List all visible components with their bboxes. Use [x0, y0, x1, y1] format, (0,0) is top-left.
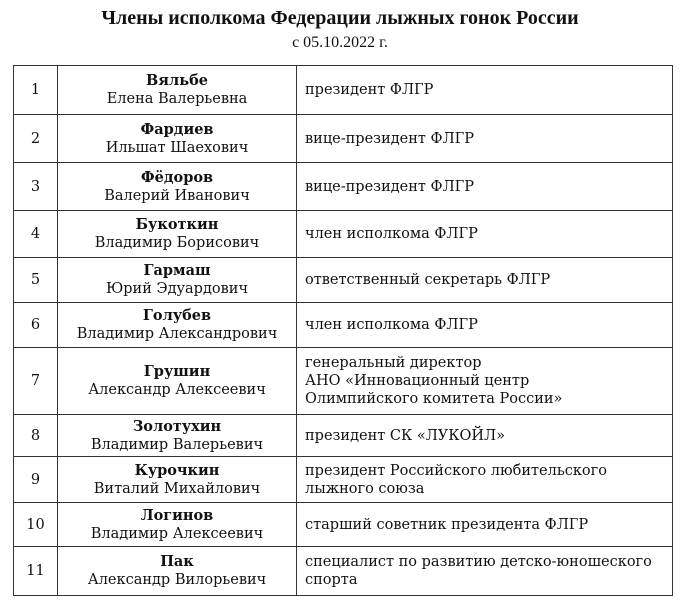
table-row [14, 348, 673, 415]
member-surname: Вяльбе [146, 72, 208, 89]
member-surname: Пак [160, 553, 194, 570]
member-number: 7 [14, 348, 58, 415]
member-given-name: Юрий Эдуардович [105, 281, 249, 297]
member-surname: Курочкин [134, 461, 220, 479]
member-number: 9 [14, 457, 58, 503]
member-surname: Гармаш [143, 262, 211, 279]
member-name-cell [58, 258, 297, 303]
member-role-cell [297, 303, 673, 348]
member-name-cell [58, 547, 297, 596]
member-role-line: член исполкома ФЛГР [305, 317, 478, 333]
member-role-cell [297, 503, 673, 547]
member-number: 10 [14, 503, 58, 547]
member-given-name: Ильшат Шаехович [105, 139, 249, 156]
members-table-body [14, 66, 673, 596]
member-name-cell [58, 457, 297, 503]
member-role-line: вице-президент ФЛГР [305, 178, 475, 195]
member-number: 2 [14, 115, 58, 163]
member-given-name: Александр Вилорьевич [87, 572, 267, 588]
member-name-cell [58, 303, 297, 348]
member-name-cell [58, 66, 297, 115]
member-surname: Букоткин [135, 216, 219, 233]
member-given-name: Виталий Михайлович [93, 480, 261, 497]
member-role-line: член исполкома ФЛГР [305, 226, 478, 242]
member-number: 11 [14, 547, 58, 596]
member-role-line: вице-президент ФЛГР [305, 130, 475, 147]
member-role-line: президент ФЛГР [305, 82, 434, 98]
member-surname: Логинов [140, 506, 214, 524]
member-name-cell [58, 115, 297, 163]
member-role-line: специалист по развитию детско-юношеского [305, 554, 652, 570]
member-name-cell [58, 163, 297, 211]
table-row [14, 547, 673, 596]
member-number: 3 [14, 163, 58, 211]
member-surname: Фардиев [140, 120, 214, 138]
table-row [14, 258, 673, 303]
member-role-cell [297, 258, 673, 303]
table-row [14, 303, 673, 348]
member-role-line: президент СК «ЛУКОЙЛ» [305, 427, 506, 444]
member-surname: Золотухин [132, 417, 222, 435]
table-row [14, 457, 673, 503]
member-role-line: генеральный директор [305, 355, 482, 371]
page-subtitle-date: с 05.10.2022 г. [292, 34, 388, 51]
member-role-cell [297, 457, 673, 503]
member-given-name: Александр Алексеевич [88, 382, 266, 398]
table-row [14, 503, 673, 547]
member-surname: Грушин [143, 363, 211, 380]
member-role-cell [297, 66, 673, 115]
member-role-cell [297, 348, 673, 415]
member-name-cell [58, 503, 297, 547]
member-role-cell [297, 211, 673, 258]
member-role-line: спорта [305, 572, 358, 588]
member-role-line: АНО «Инновационный центр [305, 373, 530, 389]
member-given-name: Владимир Александрович [76, 326, 278, 342]
member-number: 6 [14, 303, 58, 348]
member-name-cell [58, 415, 297, 457]
member-surname: Фёдоров [140, 168, 214, 186]
member-role-line: президент Российского любительского [305, 462, 607, 479]
member-given-name: Владимир Валерьевич [90, 436, 264, 453]
table-row [14, 211, 673, 258]
table-row [14, 415, 673, 457]
member-number: 4 [14, 211, 58, 258]
table-row [14, 115, 673, 163]
member-role-cell [297, 163, 673, 211]
page-title: Члены исполкома Федерации лыжных гонок России [101, 7, 579, 29]
member-role-line: старший советник президента ФЛГР [305, 516, 589, 533]
member-name-cell [58, 348, 297, 415]
member-role-line: ответственный секретарь ФЛГР [305, 272, 551, 288]
member-role-line: лыжного союза [305, 480, 425, 497]
member-given-name: Владимир Алексеевич [90, 525, 264, 542]
member-given-name: Владимир Борисович [94, 235, 260, 251]
member-role-cell [297, 415, 673, 457]
member-number: 5 [14, 258, 58, 303]
member-surname: Голубев [142, 307, 212, 324]
member-number: 8 [14, 415, 58, 457]
member-role-cell [297, 115, 673, 163]
table-row [14, 66, 673, 115]
member-role-cell [297, 547, 673, 596]
member-name-cell [58, 211, 297, 258]
member-number: 1 [14, 66, 58, 115]
member-given-name: Валерий Иванович [104, 187, 250, 204]
members-table [13, 65, 673, 596]
member-role-line: Олимпийского комитета России» [305, 391, 563, 407]
member-given-name: Елена Валерьевна [106, 91, 248, 107]
table-row [14, 163, 673, 211]
